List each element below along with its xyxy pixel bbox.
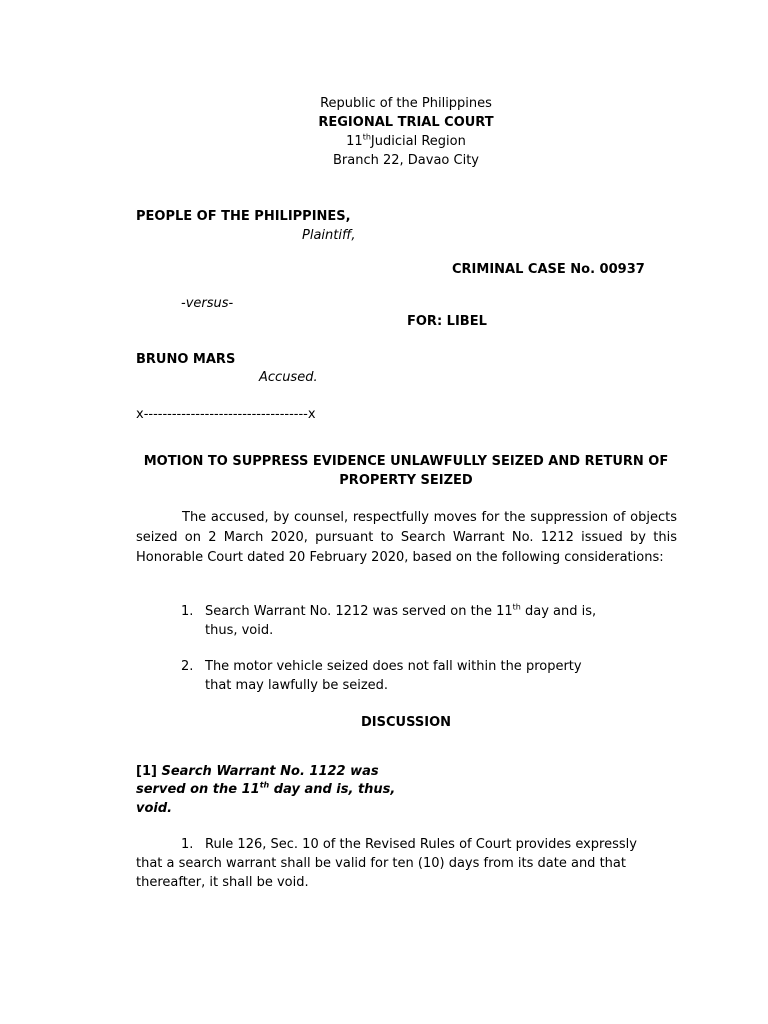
discussion-subheading-line3: void.	[136, 801, 173, 816]
offense: FOR: LIBEL	[407, 314, 487, 329]
header-republic: Republic of the Philippines	[320, 96, 492, 111]
discussion-subheading-text2b: day and is, thus,	[269, 782, 396, 797]
discussion-subheading-number: [1]	[136, 764, 157, 779]
case-number: CRIMINAL CASE No. 00937	[452, 262, 645, 277]
motion-title-line2: PROPERTY SEIZED	[339, 473, 473, 488]
discussion-heading: DISCUSSION	[361, 715, 451, 730]
versus: -versus-	[181, 296, 234, 311]
discussion-paragraph-line2: that a search warrant shall be valid for ten (10) days from its date and that	[136, 856, 626, 871]
discussion-subheading-text2a: served on the 11	[136, 782, 260, 797]
consideration-1-suffix: th	[512, 602, 521, 612]
consideration-1-number: 1.	[181, 604, 194, 619]
consideration-2-line2: that may lawfully be seized.	[205, 678, 389, 693]
discussion-paragraph-line3: thereafter, it shall be void.	[136, 875, 309, 890]
discussion-subheading-text1: Search Warrant No. 1122 was	[161, 764, 379, 779]
header-branch: Branch 22, Davao City	[333, 153, 479, 168]
plaintiff-role: Plaintiff,	[302, 228, 356, 243]
discussion-paragraph-line1: Rule 126, Sec. 10 of the Revised Rules of Court provides expressly	[205, 837, 637, 852]
consideration-1-line1	[205, 602, 596, 622]
header-region-text: Judicial Region	[370, 134, 466, 149]
discussion-subheading-line1	[136, 762, 379, 782]
discussion-subheading-suffix: th	[259, 780, 270, 790]
discussion-paragraph-number: 1.	[181, 837, 194, 852]
header-court: REGIONAL TRIAL COURT	[318, 115, 494, 130]
consideration-1-text-b: day and is,	[520, 604, 597, 619]
caption-separator: x-----------------------------------x	[136, 407, 316, 422]
plaintiff-name: PEOPLE OF THE PHILIPPINES,	[136, 209, 351, 224]
motion-title-line1: MOTION TO SUPPRESS EVIDENCE UNLAWFULLY SEIZED AND RETURN OF	[143, 454, 669, 469]
consideration-2-number: 2.	[181, 659, 194, 674]
accused-name: BRUNO MARS	[136, 352, 236, 367]
accused-role: Accused.	[259, 370, 318, 385]
header-region	[0, 132, 768, 152]
consideration-2-line1: The motor vehicle seized does not fall within the property	[205, 659, 582, 674]
header-region-number: 11	[346, 134, 363, 149]
consideration-1-line2: thus, void.	[205, 623, 274, 638]
header-region-suffix: th	[362, 132, 371, 142]
consideration-1-text-a: Search Warrant No. 1212 was served on the 11	[205, 604, 513, 619]
intro-paragraph: The accused, by counsel, respectfully moves for the suppression of objects seized on 2 March 2020, pursuant to Search Warrant No. 1212 issued by this Honorable Court dated 20 February 2020, based on the following considerations:	[136, 510, 677, 565]
discussion-subheading-line2	[136, 780, 395, 800]
